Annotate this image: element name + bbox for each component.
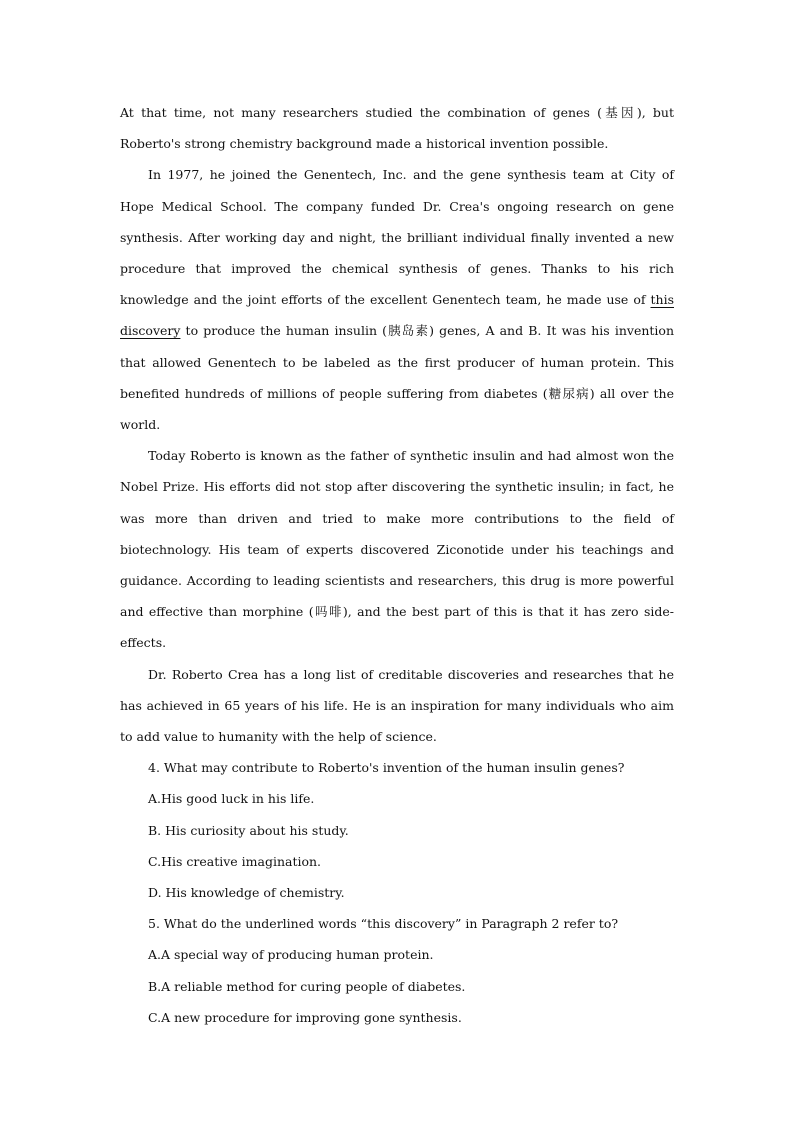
paragraph-2 (120, 159, 674, 440)
option-d: D. His knowledge of chemistry. (148, 885, 345, 901)
option-c: C.His creative imagination. (148, 853, 322, 869)
paragraph-4: Dr. Roberto Crea has a long list of creditable discoveries and researches that he has achieved in 65 years of his life. He is an inspiration for many individuals who aim to add value to humanity with the help of science. (120, 666, 674, 745)
question-stem: 4. What may contribute to Roberto's invention of the human insulin genes? (148, 760, 625, 776)
option-b: B. His curiosity about his study. (148, 822, 349, 838)
option-a: A.His good luck in his life. (148, 791, 315, 807)
paragraph-3: Today Roberto is known as the father of synthetic insulin and had almost won the Nobel Prize. His efforts did not stop after discovering the synthetic insulin; in fact, he was more than driven and tried to make more contributions to the field of biotechnology. His team of experts discovered Ziconotide under his teachings and guidance. According to leading scientists and researchers, this drug is more powerful and effective than morphine (吗啡), and the best part of this is that it has zero side-effects. (120, 448, 674, 651)
paragraph-2-text-b: to produce the human insulin (胰岛素) genes, A and B. It was his invention that allowed Genentech to be labeled as the first producer of human protein. This benefited hundreds of millions of people suffering from diabetes (糖尿病) all over the world. (120, 323, 674, 433)
question-5 (120, 908, 674, 1033)
underlined-phrase: this discovery (120, 292, 674, 339)
question-stem: 5. What do the underlined words “this discovery” in Paragraph 2 refer to? (148, 916, 619, 932)
paragraph-2-text-a: In 1977, he joined the Genentech, Inc. and the gene synthesis team at City of Hope Medical School. The company funded Dr. Crea's ongoing research on gene synthesis. After working day and night, the brilliant individual finally invented a new procedure that improved the chemical synthesis of genes. Thanks to his rich knowledge and the joint efforts of the excellent Genentech team, he made use of (120, 167, 674, 308)
question-4 (120, 752, 674, 908)
paragraph-1: At that time, not many researchers studied the combination of genes (基因), but Roberto's strong chemistry background made a historical invention possible. (120, 105, 674, 152)
reading-passage (120, 97, 674, 1033)
option-b: B.A reliable method for curing people of diabetes. (148, 978, 466, 994)
option-c: C.A new procedure for improving gone synthesis. (148, 1009, 462, 1025)
option-a: A.A special way of producing human protein. (148, 947, 434, 963)
